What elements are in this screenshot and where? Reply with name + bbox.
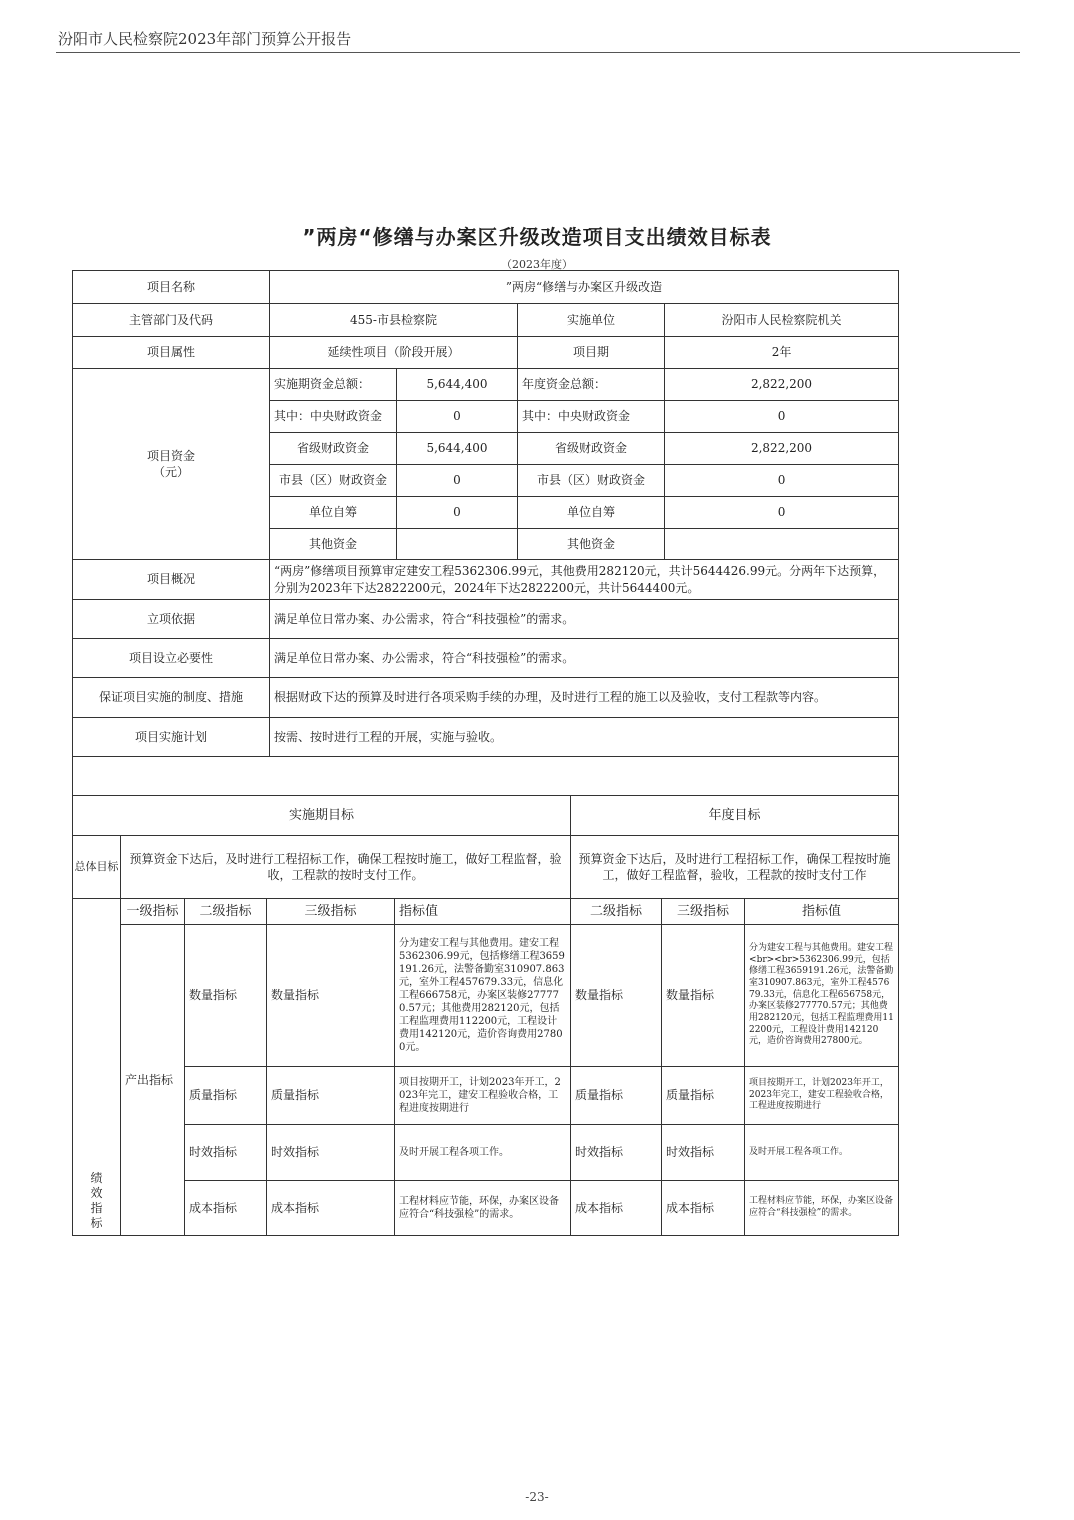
basis-label: 立项依据 bbox=[73, 600, 270, 639]
plan-label: 项目实施计划 bbox=[73, 718, 270, 757]
l2-indicator: 数量指标 bbox=[185, 925, 267, 1067]
year-indicator-value: 分为建安工程与其他费用。建安工程<br><br>5362306.99元，包括修缮工程3659191.26元，法警备勤室310907.863元，室外工程457679.33元，信息化工程656758元，办案区装修277770.57元；其他费用282120元，包括工程监理费用112200元，工程设计费用142120元，造价咨询费用27800元。 bbox=[745, 925, 899, 1067]
funds-row-label: 其他资金 bbox=[270, 529, 397, 560]
col-header: 指标值 bbox=[395, 899, 571, 925]
funds-row-value: 2,822,200 bbox=[665, 433, 899, 465]
necessity-label: 项目设立必要性 bbox=[73, 639, 270, 678]
funds-row-label: 其中：中央财政资金 bbox=[518, 401, 665, 433]
l3-indicator: 质量指标 bbox=[267, 1067, 395, 1125]
funds-row-value: 0 bbox=[665, 497, 899, 529]
year-l3-indicator: 时效指标 bbox=[662, 1125, 745, 1181]
col-header: 一级指标 bbox=[121, 899, 185, 925]
col-header: 三级指标 bbox=[267, 899, 395, 925]
funds-row-label: 市县（区）财政资金 bbox=[270, 465, 397, 497]
project-info-table bbox=[72, 270, 899, 796]
document-title: ”两房“修缮与办案区升级改造项目支出绩效目标表 bbox=[302, 225, 772, 249]
overall-goal-label: 总体目标 bbox=[73, 836, 121, 899]
funds-row-label: 单位自筹 bbox=[270, 497, 397, 529]
l3-indicator: 成本指标 bbox=[267, 1181, 395, 1236]
l3-indicator: 数量指标 bbox=[267, 925, 395, 1067]
funds-row-value: 2,822,200 bbox=[665, 369, 899, 401]
year-l2-indicator: 成本指标 bbox=[571, 1181, 662, 1236]
year-l3-indicator: 数量指标 bbox=[662, 925, 745, 1067]
dept-label: 主管部门及代码 bbox=[73, 304, 270, 337]
funds-row-value: 0 bbox=[665, 401, 899, 433]
plan-text: 按需、按时进行工程的开展，实施与验收。 bbox=[270, 718, 899, 757]
indicator-value: 分为建安工程与其他费用。建安工程 5362306.99元，包括修缮工程3659191.26元，法警备勤室310907.863元，室外工程457679.33元，信息化工程666758元，办案区装修277770.57元；其他费用282120元，包括工程监理费用112200元，工程设计费用142120元，造价咨询费用27800元。 bbox=[395, 925, 571, 1067]
document-subtitle: （2023年度） bbox=[501, 258, 573, 271]
measures-label: 保证项目实施的制度、措施 bbox=[73, 678, 270, 718]
col-header: 指标值 bbox=[745, 899, 899, 925]
col-header: 二级指标 bbox=[185, 899, 267, 925]
funds-row-value: 0 bbox=[665, 465, 899, 497]
level1-indicator: 产出指标 bbox=[121, 925, 185, 1236]
funds-row-value: 0 bbox=[397, 401, 518, 433]
year-l2-indicator: 质量指标 bbox=[571, 1067, 662, 1125]
funds-row-label: 省级财政资金 bbox=[270, 433, 397, 465]
year-indicator-value: 项目按期开工，计划2023年开工，2023年完工，建安工程验收合格，工程进度按期进行 bbox=[745, 1067, 899, 1125]
impl-unit-value: 汾阳市人民检察院机关 bbox=[665, 304, 899, 337]
funds-row-label: 其中：中央财政资金 bbox=[270, 401, 397, 433]
project-name-value: ”两房“修缮与办案区升级改造 bbox=[270, 271, 899, 304]
perf-indicator-text: 绩效指标 bbox=[90, 1171, 103, 1230]
header-divider bbox=[56, 52, 1020, 53]
year-goal-text: 预算资金下达后，及时进行工程招标工作，确保工程按时施工，做好工程监督，验收，工程款的按时支付工作 bbox=[571, 836, 899, 899]
l2-indicator: 质量指标 bbox=[185, 1067, 267, 1125]
funds-row-value: 5,644,400 bbox=[397, 369, 518, 401]
l3-indicator: 时效指标 bbox=[267, 1125, 395, 1181]
funds-row-value: 0 bbox=[397, 465, 518, 497]
impl-goal-header: 实施期目标 bbox=[73, 796, 571, 836]
funds-row-value bbox=[665, 529, 899, 560]
funds-row-label: 其他资金 bbox=[518, 529, 665, 560]
indicator-value: 项目按期开工，计划2023年开工，2023年完工，建安工程验收合格，工程进度按期进行 bbox=[395, 1067, 571, 1125]
year-l3-indicator: 成本指标 bbox=[662, 1181, 745, 1236]
year-l2-indicator: 数量指标 bbox=[571, 925, 662, 1067]
overview-text: “两房”修缮项目预算审定建安工程5362306.99元，其他费用282120元，共计5644426.99元。分两年下达预算，分别为2023年下达2822200元，2024年下达2822200元，共计5644400元。 bbox=[270, 560, 899, 600]
perf-indicator-label bbox=[73, 899, 121, 1236]
page-number: -23- bbox=[525, 1490, 549, 1504]
impl-goal-text: 预算资金下达后，及时进行工程招标工作，确保工程按时施工，做好工程监督，验收，工程款的按时支付工作。 bbox=[121, 836, 571, 899]
indicator-value: 及时开展工程各项工作。 bbox=[395, 1125, 571, 1181]
funds-row-label: 单位自筹 bbox=[518, 497, 665, 529]
overview-label: 项目概况 bbox=[73, 560, 270, 600]
funds-row-label: 年度资金总额： bbox=[518, 369, 665, 401]
goals-indicators-table bbox=[72, 795, 899, 1236]
funds-row-value bbox=[397, 529, 518, 560]
year-indicator-value: 工程材料应节能，环保，办案区设备应符合“科技强检”的需求。 bbox=[745, 1181, 899, 1236]
project-attr-value: 延续性项目（阶段开展） bbox=[270, 337, 518, 369]
project-name-label: 项目名称 bbox=[73, 271, 270, 304]
col-header: 二级指标 bbox=[571, 899, 662, 925]
col-header: 三级指标 bbox=[662, 899, 745, 925]
year-indicator-value: 及时开展工程各项工作。 bbox=[745, 1125, 899, 1181]
l2-indicator: 成本指标 bbox=[185, 1181, 267, 1236]
project-attr-label: 项目属性 bbox=[73, 337, 270, 369]
dept-value: 455-市县检察院 bbox=[270, 304, 518, 337]
year-l2-indicator: 时效指标 bbox=[571, 1125, 662, 1181]
necessity-text: 满足单位日常办案、办公需求，符合“科技强检”的需求。 bbox=[270, 639, 899, 678]
funds-row-value: 5,644,400 bbox=[397, 433, 518, 465]
funds-label: 项目资金 （元） bbox=[73, 369, 270, 560]
blank-row bbox=[73, 757, 899, 796]
funds-row-value: 0 bbox=[397, 497, 518, 529]
page-header: 汾阳市人民检察院2023年部门预算公开报告 bbox=[58, 30, 352, 48]
funds-row-label: 市县（区）财政资金 bbox=[518, 465, 665, 497]
funds-row-label: 省级财政资金 bbox=[518, 433, 665, 465]
project-period-value: 2年 bbox=[665, 337, 899, 369]
funds-row-label: 实施期资金总额： bbox=[270, 369, 397, 401]
indicator-value: 工程材料应节能，环保，办案区设备应符合“科技强检”的需求。 bbox=[395, 1181, 571, 1236]
year-goal-header: 年度目标 bbox=[571, 796, 899, 836]
year-l3-indicator: 质量指标 bbox=[662, 1067, 745, 1125]
project-period-label: 项目期 bbox=[518, 337, 665, 369]
l2-indicator: 时效指标 bbox=[185, 1125, 267, 1181]
measures-text: 根据财政下达的预算及时进行各项采购手续的办理，及时进行工程的施工以及验收，支付工程款等内容。 bbox=[270, 678, 899, 718]
impl-unit-label: 实施单位 bbox=[518, 304, 665, 337]
basis-text: 满足单位日常办案、办公需求，符合“科技强检”的需求。 bbox=[270, 600, 899, 639]
